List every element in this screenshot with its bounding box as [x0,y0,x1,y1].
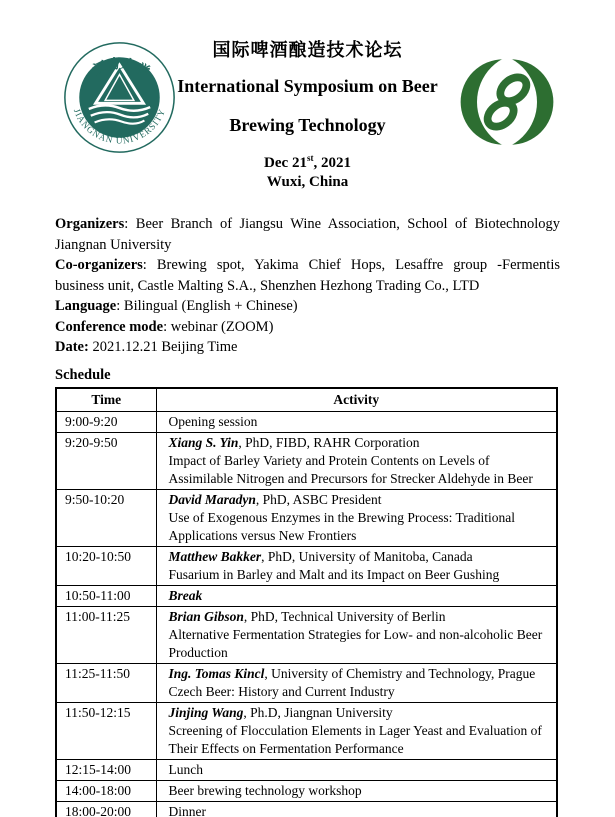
speaker-name: Brian Gibson [168,608,244,624]
table-row [56,606,557,663]
info-label: Co-organizers [55,257,143,273]
info-text: : Beer Branch of Jiangsu Wine Association, School of Biotechnology Jiangnan University [55,216,560,253]
time-cell: 14:00-18:00 [56,780,156,801]
time-cell: 11:00-11:25 [56,606,156,663]
s-emblem-logo [454,52,560,152]
time-cell: 10:50-11:00 [56,585,156,606]
info-section [55,214,560,358]
event-date-prefix: Dec 21 [264,155,307,171]
activity-cell [156,411,557,432]
talk-title: Impact of Barley Variety and Protein Contents on Levels of Assimilable Nitrogen and Precursors for Strecker Aldehyde in Beer [168,452,533,486]
speaker-name: Break [168,587,203,603]
speaker-line [169,491,549,509]
speaker-name: Matthew Bakker [168,548,262,564]
speaker-affiliation: , PhD, University of Manitoba, Canada [261,548,473,564]
activity-cell [156,606,557,663]
speaker-line [169,608,549,626]
time-cell: 11:50-12:15 [56,702,156,759]
title-chinese: 国际啤酒酿造技术论坛 [212,40,403,60]
activity-cell [156,432,557,489]
speaker-name: Jinjing Wang [168,704,244,720]
speaker-line [169,434,549,452]
seal-calligraphy-text: 江南大学 [88,55,151,79]
table-row [56,663,557,702]
schedule-table [55,387,558,817]
info-line-co-organizers [55,255,560,296]
seal-ring-text: JIANGNAN UNIVERSITY [71,107,168,146]
speaker-affiliation: , PhD, Technical University of Berlin [243,608,446,624]
activity-text: Beer brewing technology workshop [168,782,362,798]
info-label: Language [55,298,117,314]
info-text: : Brewing spot, Yakima Chief Hops, Lesaffre group -Fermentis business unit, Castle Malting S.A., Shenzhen Hezhong Trading Co., LTD [55,257,560,294]
time-cell: 12:15-14:00 [56,759,156,780]
speaker-line [169,704,549,722]
speaker-line [169,548,549,566]
info-text: : Bilingual (English + Chinese) [116,298,298,314]
talk-title: Fusarium in Barley and Malt and its Impact on Beer Gushing [168,566,500,582]
info-line-language [55,296,560,317]
schedule-heading: Schedule [55,366,111,383]
activity-cell [156,801,557,817]
table-row [56,585,557,606]
activity-cell [156,702,557,759]
activity-text: Dinner [168,803,206,817]
activity-cell [156,663,557,702]
info-text: : webinar (ZOOM) [163,318,274,335]
info-line-date [55,337,560,358]
info-text: 2021.12.21 Beijing Time [88,339,238,355]
activity-text: Lunch [168,761,203,777]
activity-cell [156,780,557,801]
event-date-ordinal: st [306,153,314,163]
time-cell: 9:20-9:50 [56,432,156,489]
talk-title: Czech Beer: History and Current Industry [168,683,395,699]
speaker-line [169,665,549,683]
table-row [56,432,557,489]
speaker-affiliation: , University of Chemistry and Technology, Prague [264,665,536,681]
title-english-line2: Brewing Technology [229,115,386,135]
activity-cell [156,759,557,780]
speaker-line [169,587,549,605]
event-date [0,153,615,172]
document-header [0,0,615,200]
event-location: Wuxi, China [266,174,349,190]
activity-cell [156,585,557,606]
speaker-name: Ing. Tomas Kincl [168,665,265,681]
speaker-affiliation: , PhD, FIBD, RAHR Corporation [238,434,420,450]
activity-cell [156,489,557,546]
table-row [56,801,557,817]
table-row [56,489,557,546]
table-row [56,702,557,759]
speaker-affiliation: , PhD, ASBC President [255,491,382,507]
table-row [56,546,557,585]
speaker-name: David Maradyn [168,491,256,507]
time-cell: 18:00-20:00 [56,801,156,817]
event-date-suffix: , 2021 [313,155,351,171]
column-header-time: Time [56,388,156,412]
activity-cell [156,546,557,585]
speaker-name: Xiang S. Yin [168,434,239,450]
column-header-activity: Activity [156,388,557,412]
info-label: Conference mode [55,318,164,335]
info-label: Date: [55,339,89,355]
table-row [56,411,557,432]
talk-title: Screening of Flocculation Elements in Lager Yeast and Evaluation of Their Effects on Fermentation Performance [168,722,542,756]
title-english-line1: International Symposium on Beer [177,76,438,96]
talk-title: Alternative Fermentation Strategies for Low- and non-alcoholic Beer Production [168,626,543,660]
table-row [56,780,557,801]
info-line-conference-mode [55,317,560,338]
schedule-header-row [56,388,557,412]
speaker-affiliation: , Ph.D, Jiangnan University [243,704,393,720]
activity-text: Opening session [168,413,258,429]
info-label: Organizers [55,216,125,232]
table-row [56,759,557,780]
time-cell: 9:00-9:20 [56,411,156,432]
info-line-organizers [55,214,560,255]
time-cell: 10:20-10:50 [56,546,156,585]
time-cell: 11:25-11:50 [56,663,156,702]
time-cell: 9:50-10:20 [56,489,156,546]
talk-title: Use of Exogenous Enzymes in the Brewing Process: Traditional Applications versus New Frontiers [168,509,515,543]
